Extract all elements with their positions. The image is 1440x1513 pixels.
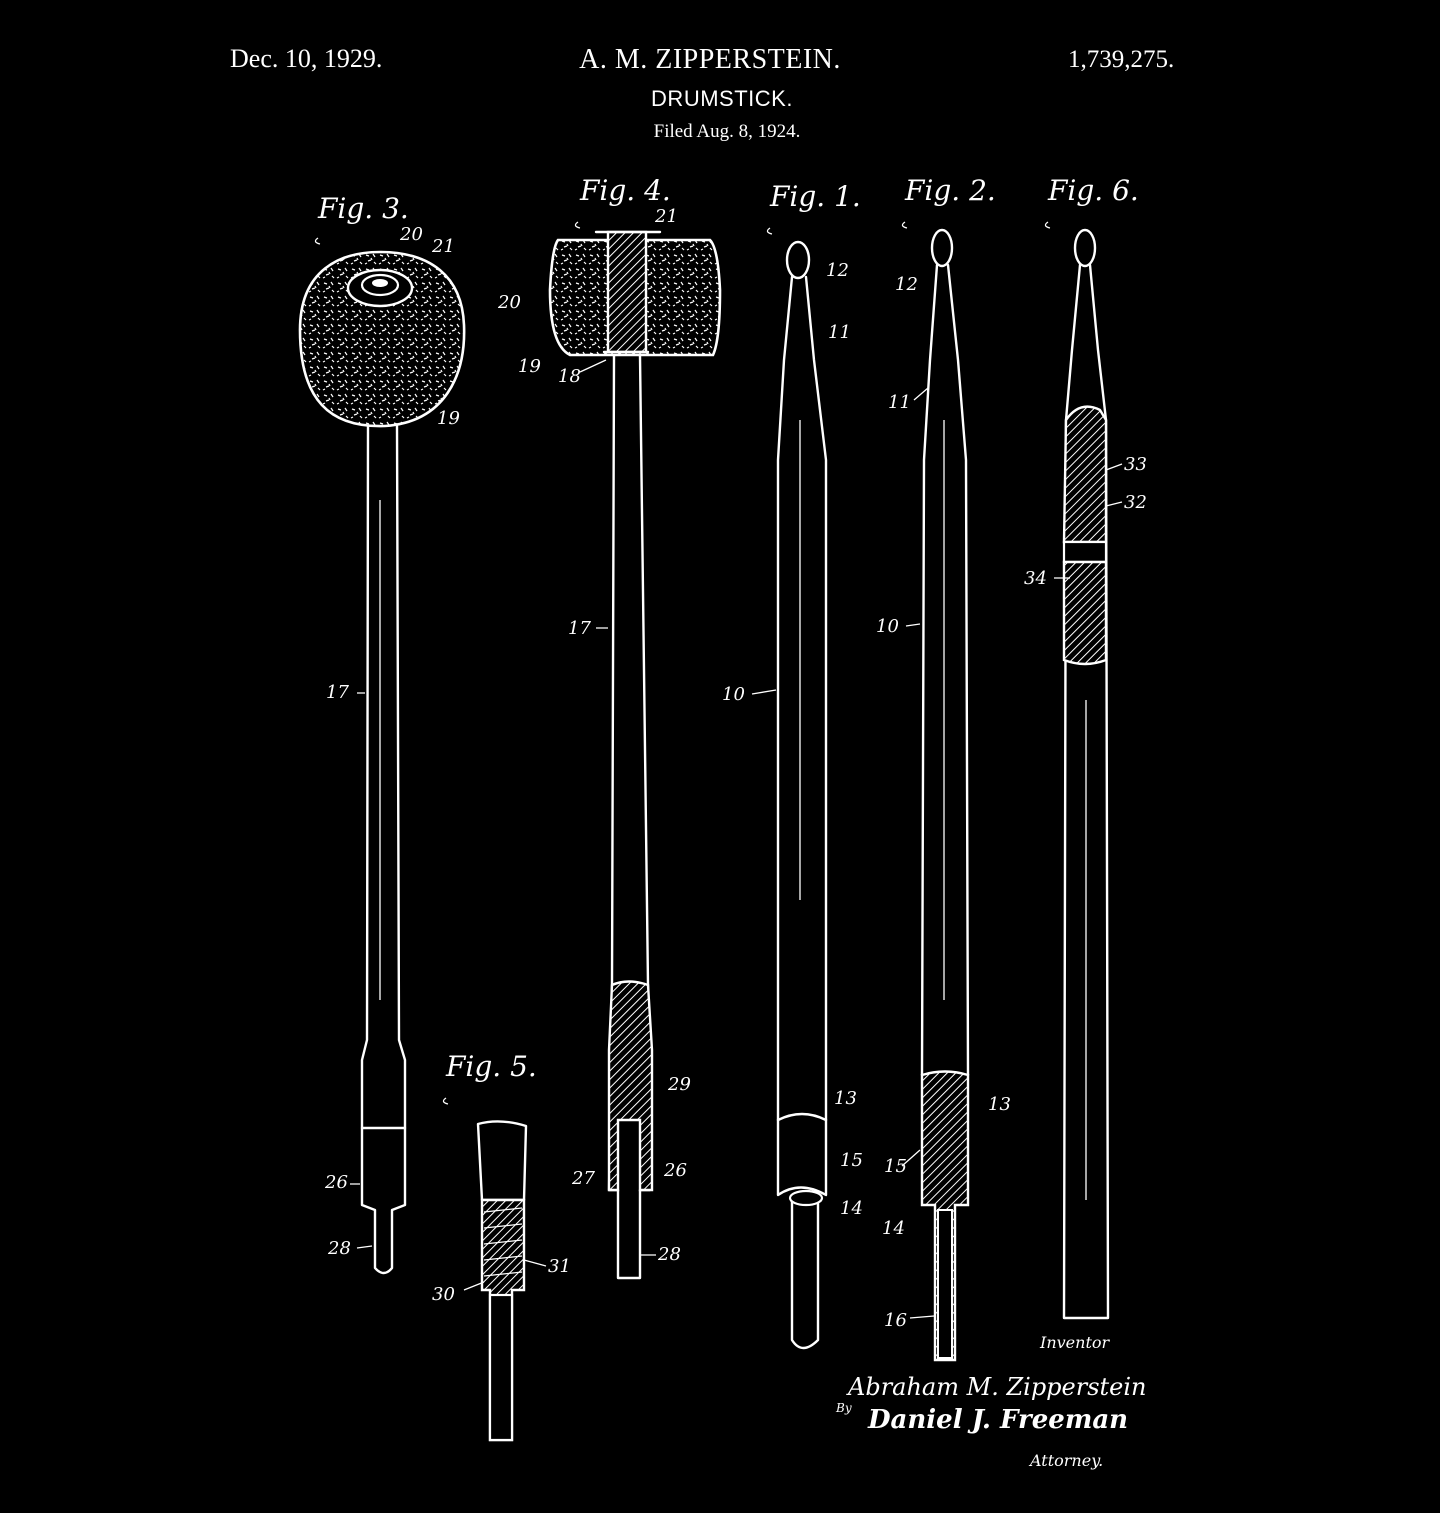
fig5-ref: 31: [548, 1256, 571, 1277]
fig2-ref: 15: [884, 1156, 907, 1177]
fig3-mallet: [300, 192, 464, 1273]
fig3-ref: 21: [432, 236, 455, 257]
fig1-drumstick: [722, 180, 863, 1348]
fig2-ref: 14: [882, 1218, 905, 1239]
fig3-ref: 20: [400, 224, 423, 245]
fig2-ref: 16: [884, 1310, 907, 1331]
fig6-ref: 32: [1124, 492, 1147, 513]
fig4-ref: 29: [668, 1074, 691, 1095]
fig1-label: Fig. 1.: [770, 180, 861, 213]
fig4-ref: 18: [558, 366, 581, 387]
fig4-ref: 19: [518, 356, 541, 377]
fig5-ref: 30: [432, 1284, 455, 1305]
fig5-ferrule-detail: [432, 1050, 571, 1440]
fig5-label: Fig. 5.: [446, 1050, 537, 1083]
fig1-ref: 11: [828, 322, 851, 343]
fig4-ref: 27: [572, 1168, 595, 1189]
fig1-ref: 15: [840, 1150, 863, 1171]
fig2-ref: 13: [988, 1094, 1011, 1115]
fig4-ref: 17: [568, 618, 591, 639]
fig1-ref: 10: [722, 684, 745, 705]
fig4-label: Fig. 4.: [580, 174, 671, 207]
fig4-mallet-section: [497, 174, 720, 1278]
fig6-ref: 33: [1124, 454, 1147, 475]
fig3-ref: 28: [328, 1238, 351, 1259]
fig3-ref: 17: [326, 682, 349, 703]
inventor-heading: A. M. ZIPPERSTEIN.: [579, 44, 841, 75]
inventor-signature: Abraham M. Zipperstein: [848, 1373, 1147, 1401]
fig3-ref: 26: [325, 1172, 348, 1193]
fig2-ref: 12: [895, 274, 918, 295]
fig1-ref: 14: [840, 1198, 863, 1219]
patent-number: 1,739,275.: [1068, 46, 1175, 73]
fig6-label: Fig. 6.: [1048, 174, 1139, 207]
fig1-ref: 13: [834, 1088, 857, 1109]
fig6-drumstick-grip: [1024, 174, 1147, 1318]
patent-title: DRUMSTICK.: [651, 86, 793, 111]
fig4-ref: 28: [658, 1244, 681, 1265]
fig2-label: Fig. 2.: [905, 174, 996, 207]
fig2-ref: 11: [888, 392, 911, 413]
fig1-ref: 12: [826, 260, 849, 281]
filed-date: Filed Aug. 8, 1924.: [653, 121, 801, 142]
patent-date: Dec. 10, 1929.: [230, 44, 383, 73]
fig4-ref: 21: [655, 206, 678, 227]
fig2-drumstick-section: [876, 174, 1011, 1360]
by-label: By: [836, 1401, 852, 1415]
fig3-label: Fig. 3.: [318, 192, 409, 225]
attorney-label: Attorney.: [1030, 1451, 1104, 1470]
signature-block: [835, 1333, 1147, 1470]
fig6-ref: 34: [1024, 568, 1047, 589]
attorney-signature: Daniel J. Freeman: [868, 1405, 1129, 1435]
fig2-ref: 10: [876, 616, 899, 637]
inventor-label: Inventor: [1040, 1333, 1110, 1352]
fig4-ref: 20: [498, 292, 521, 313]
fig3-ref: 19: [437, 408, 460, 429]
fig4-ref: 26: [664, 1160, 687, 1181]
